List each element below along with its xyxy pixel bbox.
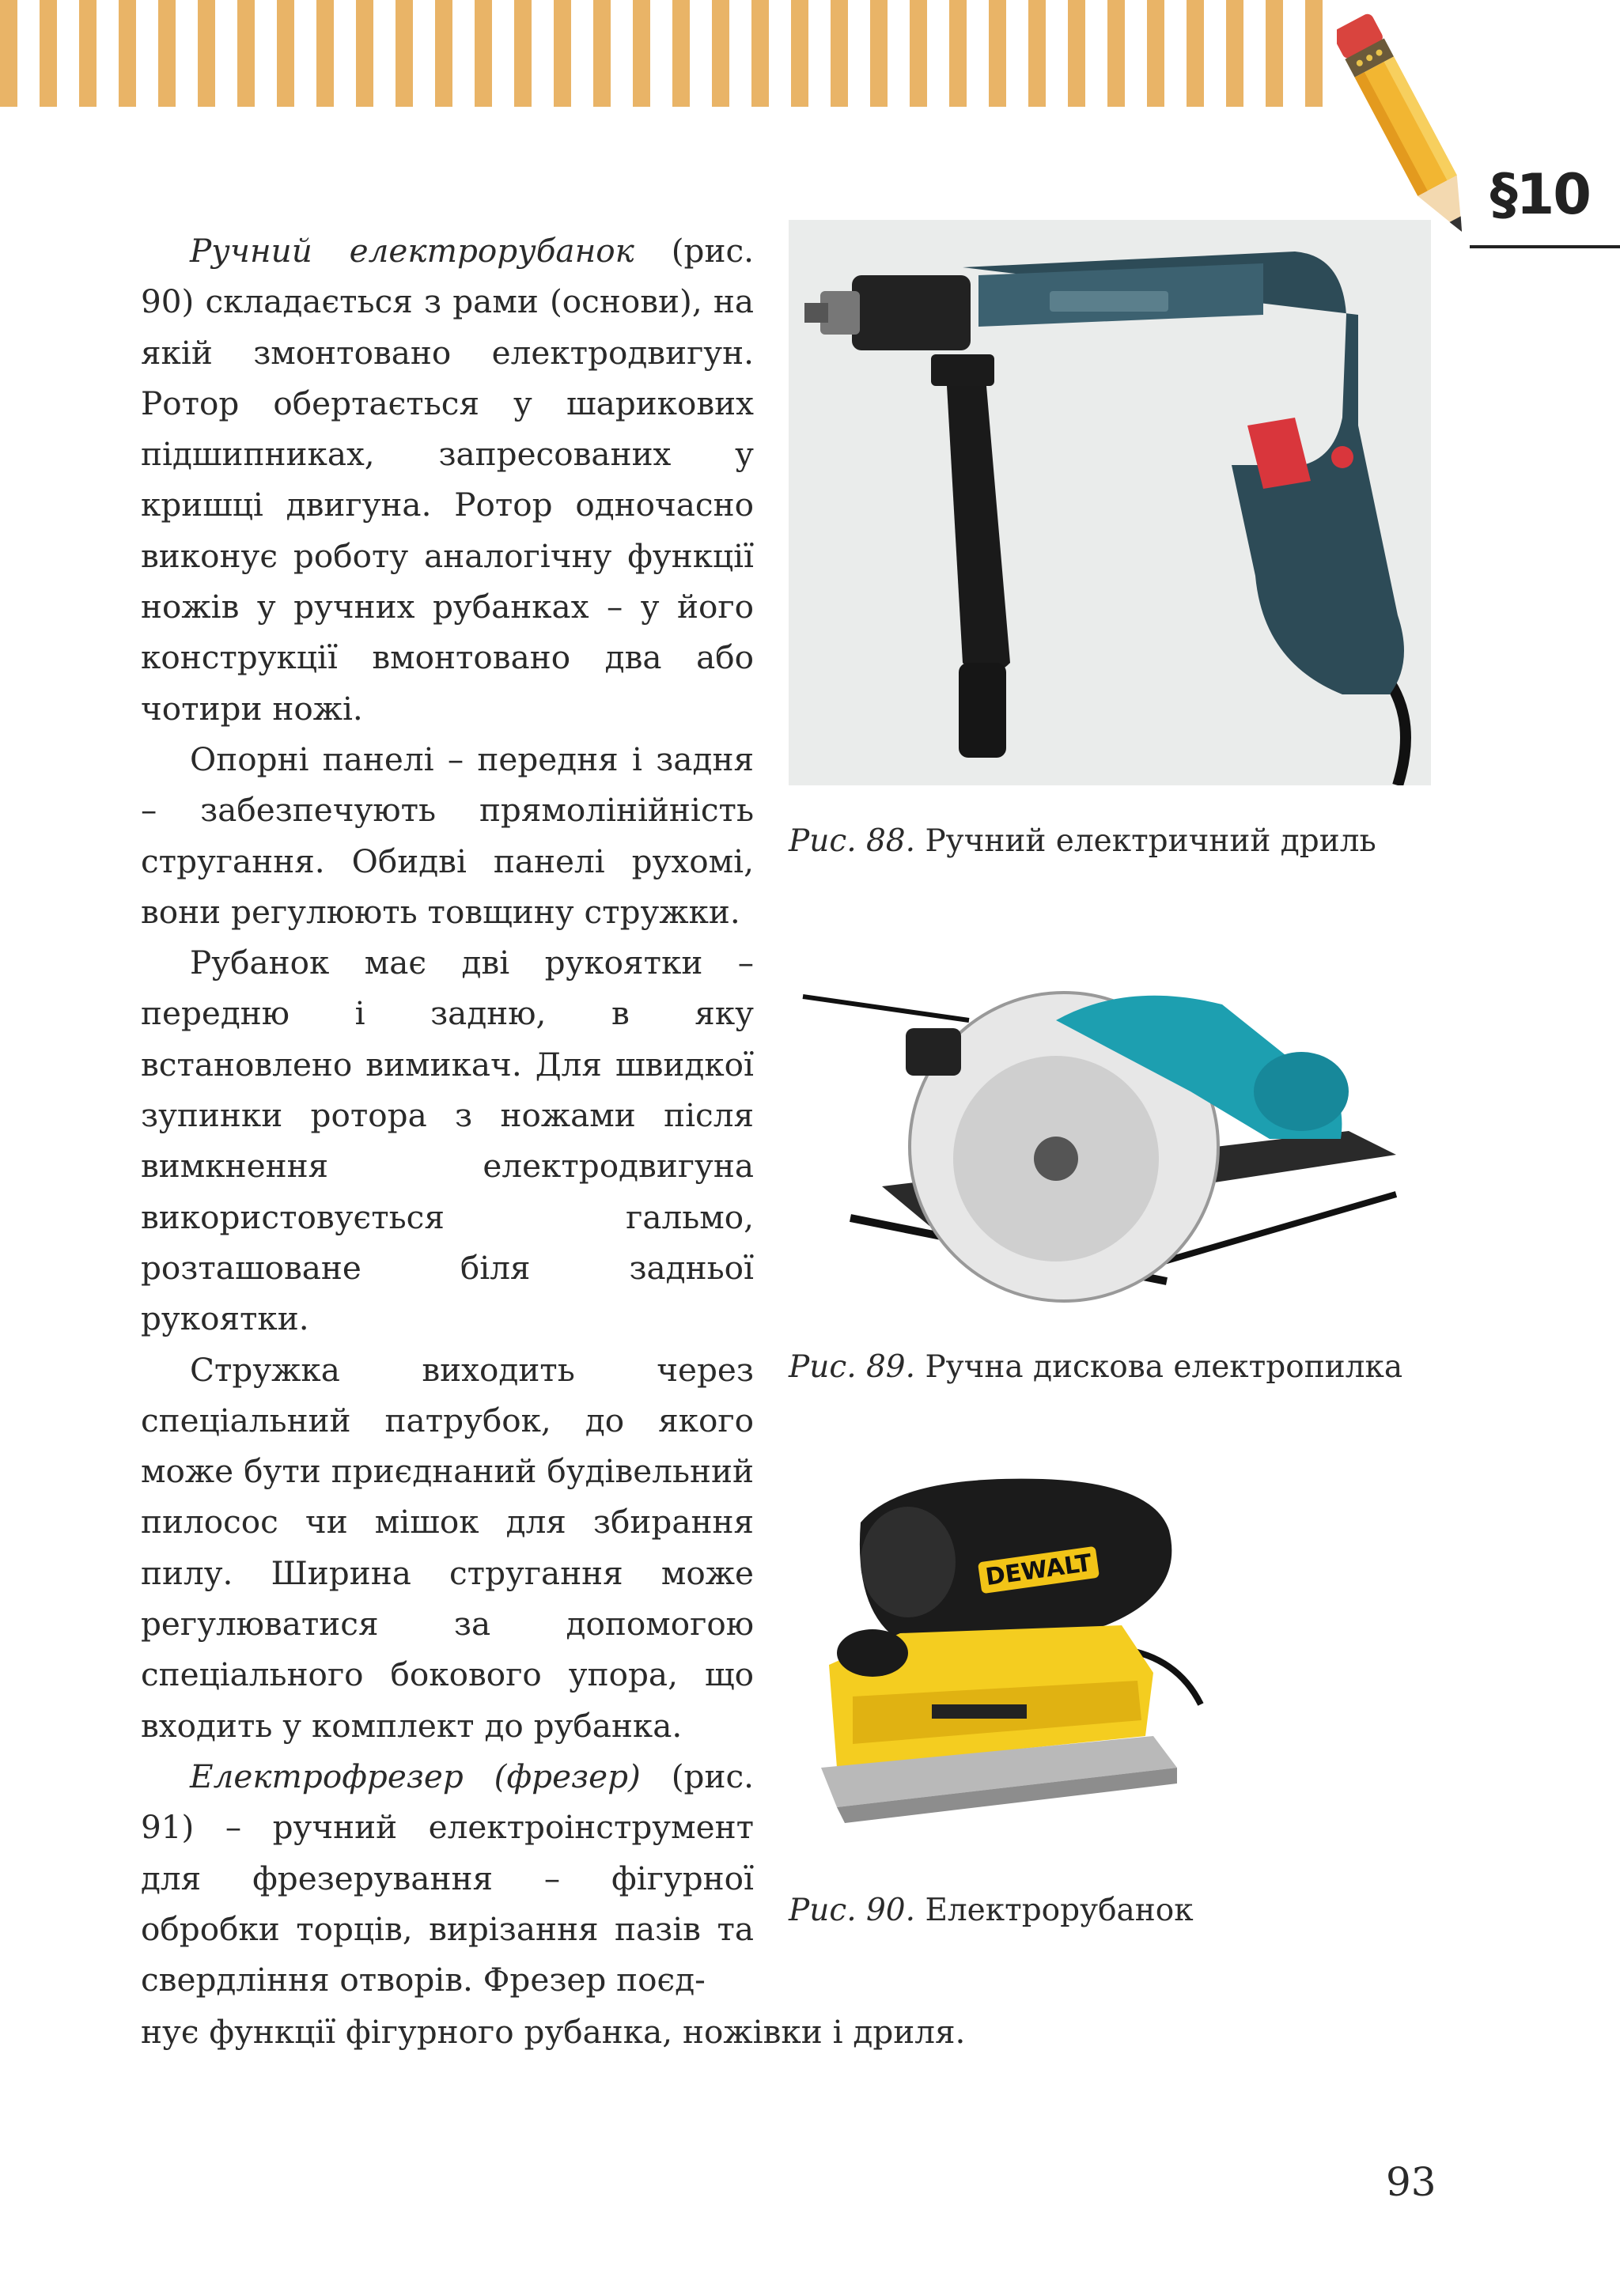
drill-photo: [789, 220, 1431, 785]
term-electric-planer: Ручний електрорубанок: [190, 232, 634, 270]
section-underline: [1470, 245, 1620, 248]
figure-number: Рис. 88.: [789, 823, 916, 859]
figure-number: Рис. 89.: [789, 1349, 916, 1385]
paragraph-chips: Стружка виходить через спеціальний патрубок, до якого може бути приєднаний будівельний пилосос чи мішок для збирання пилу. Ширина стругання може регулюватися за допомогою спеціального бокового упора, що входить у комплект до рубанка.: [141, 1350, 754, 1745]
figure-88-caption: [789, 823, 1376, 861]
figure-90-caption: [789, 1892, 1194, 1930]
figure-caption-text: Електрорубанок: [925, 1893, 1194, 1928]
paragraph-text: (рис. 90) складається з рами (основи), на якій змонтовано електродвигун. Ротор обертається у шарикових підшипниках, запресованих у кришці двигуна. Ротор одночасно виконує роботу аналогічну функції ножів у ручних рубанках – у його конструкції вмонтовано два або чотири ножі.: [141, 232, 754, 728]
paragraph-text: (рис. 91) – ручний електроінструмент для фрезерування – фігурної обробки торців, вирізання пазів та свердління отворів. Фрезер поєд-: [141, 1757, 754, 1999]
paragraph-support-panels: Опорні панелі – передня і задня – забезпечують прямолінійність стругання. Обидві панелі рухомі, вони регулюють товщину стружки.: [141, 739, 754, 931]
paragraph-continuation: нує функції фігурного рубанка, ножівки і дриля.: [141, 2013, 966, 2051]
figure-caption-text: Ручний електричний дриль: [925, 823, 1376, 859]
circular-saw-photo: [795, 973, 1412, 1321]
pencil-icon: [1337, 8, 1479, 253]
paragraph-planer: [141, 225, 754, 734]
term-router: Електрофрезер (фрезер): [190, 1757, 641, 1795]
main-text: [141, 225, 754, 2005]
paragraph-handles: Рубанок має дві рукоятки – передню і задню, в яку встановлено вимикач. Для швидкої зупинки ротора з ножами після вимкнення електродвигуна використовується гальмо, розташоване біля задньої рукоятки.: [141, 944, 754, 1338]
figure-89-caption: [789, 1348, 1402, 1386]
figure-number: Рис. 90.: [789, 1893, 916, 1928]
page-number: 93: [1386, 2159, 1436, 2205]
brand-logo: DEWALT: [983, 1549, 1094, 1592]
paragraph-router: [141, 1751, 754, 2005]
electric-planer-photo: [805, 1467, 1217, 1835]
figure-caption-text: Ручна дискова електропилка: [925, 1349, 1403, 1385]
section-mark: §10: [1489, 162, 1590, 227]
